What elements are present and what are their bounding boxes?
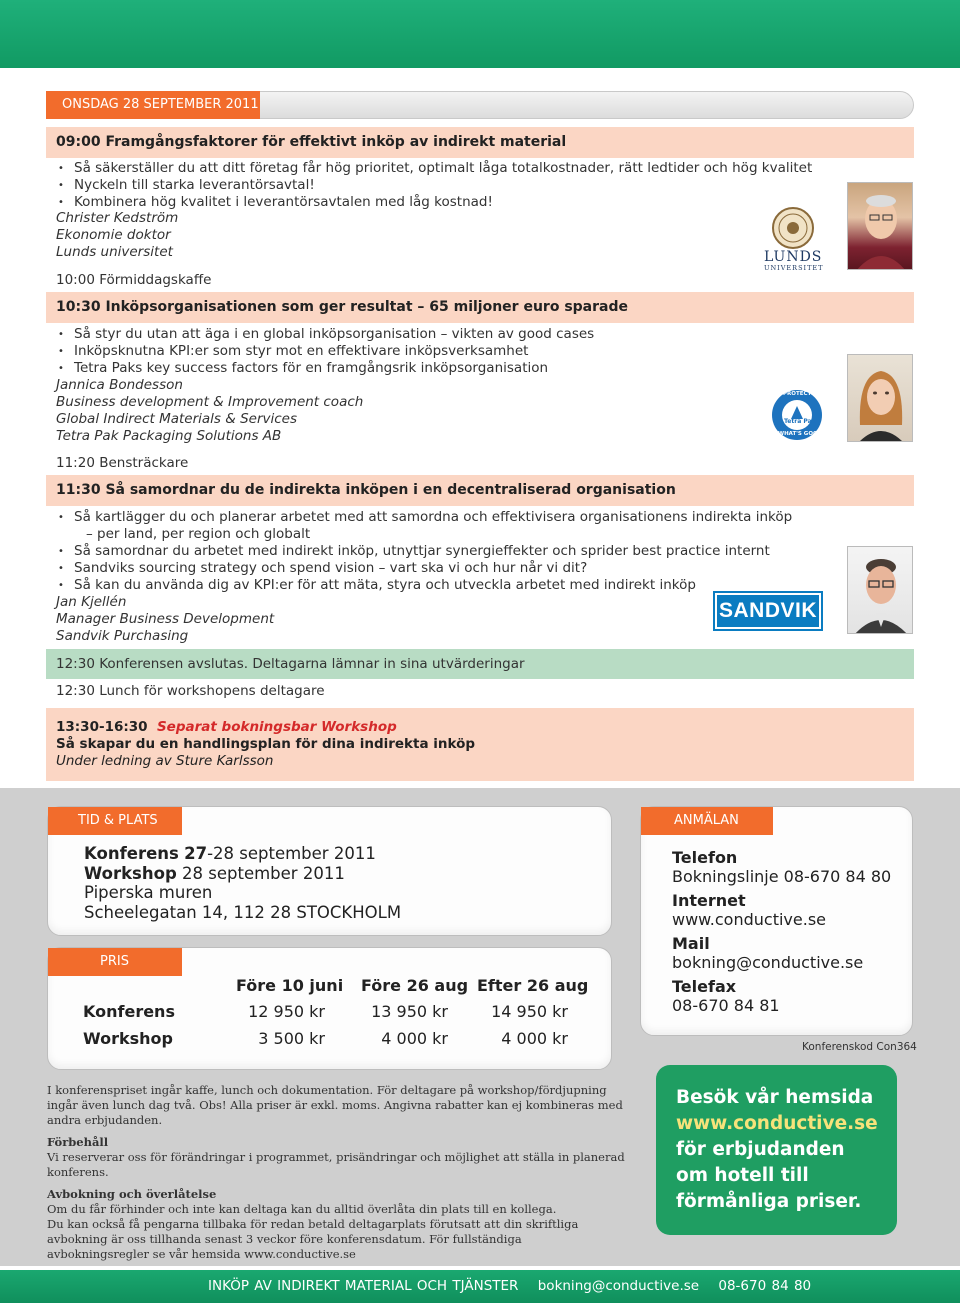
speaker-1 [56,210,178,261]
cancellation-text-1: Om du får förhinder och inte kan deltaga kan du alltid överlåta din plats till en kollega. [47,1202,557,1216]
visit-line-1: Besök vår hemsida [676,1087,874,1108]
speaker-title: Business development & Improvement coach [56,394,364,410]
sandvik-logo-text: SANDVIK [717,595,819,627]
bullet: • Sandviks sourcing strategy och spend vision – vart ska vi och hur når vi dit? [56,560,792,577]
bullet: • Så styr du utan att äga i en global inköpsorganisation – vikten av good cases [56,326,594,343]
tetra-logo-name: Tetra Pak [784,418,816,425]
lund-university-logo [764,206,822,272]
price-cell: 4 000 kr [501,1029,568,1048]
session-3-bullets [56,509,792,594]
conference-code: Konferenskod Con364 [802,1041,917,1053]
speaker-photo-bondesson [847,354,913,442]
speaker-name: Christer Kedström [56,210,179,226]
fine-print [47,1083,627,1262]
lund-logo-name: LUNDS [764,249,823,265]
workshop-title: Så skapar du en handlingsplan för dina indirekta inköp [56,736,476,752]
workshop-tag: Separat bokningsbar Workshop [156,719,397,735]
cancellation-text-2: Du kan också få pengarna tillbaka för redan betald deltagarplats förutsatt att din skriftliga avbokning är oss tillhanda senast 3 veckor före konferensdatum. För fullständiga avbokningsregler se vår hemsida www.conductive.se [47,1217,579,1261]
speaker-photo-kjellen [847,546,913,634]
top-green-band [0,0,960,68]
price-header-3: Efter 26 aug [477,976,589,995]
time-place-details [84,844,401,922]
bullet: • Kombinera hög kvalitet i leverantörsavtalen med låg kostnad! [56,194,812,211]
email-link[interactable]: bokning@conductive.se [672,953,864,972]
speaker-org: Tetra Pak Packaging Solutions AB [56,428,282,444]
phone-value[interactable]: Bokningslinje 08-670 84 80 [672,867,892,886]
mail-label: Mail [672,934,710,953]
workshop-time: 13:30-16:30 [56,719,148,735]
session-title-1: 09:00 Framgångsfaktorer för effektivt inköp av indirekt material [46,127,914,158]
session-1-bullets [56,160,812,211]
price-cell: 13 950 kr [371,1002,448,1021]
speaker-3 [56,594,274,645]
speaker-photo-kedstrom [847,182,913,270]
footer-phone: 08-670 84 80 [718,1278,812,1294]
internet-label: Internet [672,891,746,910]
bullet: • Så säkerställer du att ditt företag får hög prioritet, optimalt låga totalkostnader, rätt ledtider och hög kvalitet [56,160,812,177]
tetra-logo-top: PROTECTS [783,391,816,397]
venue: Piperska muren [84,883,213,902]
price-cell: 3 500 kr [258,1029,325,1048]
workshop-box [46,708,914,781]
speaker-org: Lunds universitet [56,244,173,260]
conference-closing-bar: 12:30 Konferensen avslutas. Deltagarna lämnar in sina utvärderingar [46,649,914,679]
workshop-time-line [56,719,904,736]
speaker-dept: Global Indirect Materials & Services [56,411,297,427]
included-note: I konferenspriset ingår kaffe, lunch och dokumentation. För deltagare på workshop/fördjupning ingår även lunch dag två. Obs! Alla priser är exkl. moms. Angivna rabatter kan ej kombineras med andra erbjudanden. [47,1083,623,1127]
session-title-2: 10:30 Inköpsorganisationen som ger resultat – 65 miljoner euro sparade [46,292,914,323]
workshop-label: Workshop [84,863,177,883]
conference-label: Konferens [84,844,179,863]
break-stretch: 11:20 Bensträckare [56,455,189,471]
price-cell: 12 950 kr [248,1002,325,1021]
speaker-name: Jannica Bondesson [56,377,183,393]
session-title-3: 11:30 Så samordnar du de indirekta inköpen i en decentraliserad organisation [46,475,914,506]
price-cell: 4 000 kr [381,1029,448,1048]
workshop-date [84,864,401,884]
reservation-text: Vi reserverar oss för förändringar i programmet, prisändringar och möjlighet att ställa in planerad konferens. [47,1150,625,1179]
footer-bar [0,1270,960,1303]
footer-email[interactable]: bokning@conductive.se [537,1278,700,1294]
speaker-2 [56,377,363,445]
tetra-pak-logo [771,389,823,441]
fax-value: 08-670 84 81 [672,996,780,1015]
price-header-2: Före 26 aug [361,976,469,995]
time-place-tab: TID & PLATS [48,807,182,835]
bullet-continuation: – per land, per region och globalt [86,526,311,542]
cancellation-title: Avbokning och överlåtelse [47,1187,217,1201]
workshop-leader: Under ledning av Sture Karlsson [56,753,274,769]
footer-title: INKÖP AV INDIREKT MATERIAL OCH TJÄNSTER [208,1278,519,1294]
fax-label: Telefax [672,977,737,996]
lund-logo-sub: UNIVERSITET [764,264,824,272]
break-coffee: 10:00 Förmiddagskaffe [56,272,212,288]
conference-date-rest: -28 september 2011 [207,844,376,863]
workshop-lunch: 12:30 Lunch för workshopens deltagare [56,683,325,699]
speaker-name: Jan Kjellén [56,594,127,610]
bullet: • Tetra Paks key success factors för en framgångsrik inköpsorganisation [56,360,594,377]
workshop-date-rest: 28 september 2011 [176,863,345,883]
speaker-title: Manager Business Development [56,611,275,627]
visit-website-box[interactable] [656,1065,897,1235]
visit-line-3: för erbjudanden om hotell till förmånliga priser. [676,1139,862,1212]
price-tab: PRIS [48,948,182,976]
session-2-bullets [56,326,594,377]
bullet: • Så kan du använda dig av KPI:er för att mäta, styra och utveckla arbetet med indirekt inköp [56,577,792,594]
bullet: • Så kartlägger du och planerar arbetet med att samordna och effektivisera organisationens indirekta inköp [56,509,792,526]
conference-start-day: 27 [184,844,208,863]
day-label: ONSDAG 28 SEPTEMBER 2011 [46,91,260,119]
price-row-workshop-label: Workshop [83,1029,173,1048]
price-row-conference-label: Konferens [83,1002,175,1021]
address: Scheelegatan 14, 112 28 STOCKHOLM [84,902,402,922]
conference-dates [84,844,401,864]
registration-tab: ANMÄLAN [641,807,773,835]
bullet: • Så samordnar du arbetet med indirekt inköp, utnyttjar synergieffekter och sprider best practice internt [56,543,792,560]
registration-details [672,848,891,1015]
sandvik-logo [713,591,823,631]
tetra-logo-bottom: WHAT'S GOOD [778,431,823,437]
price-cell: 14 950 kr [491,1002,568,1021]
visit-url[interactable]: www.conductive.se [676,1113,878,1134]
bullet: • Nyckeln till starka leverantörsavtal! [56,177,812,194]
price-header-1: Före 10 juni [236,976,344,995]
phone-label: Telefon [672,848,738,867]
speaker-org: Sandvik Purchasing [56,628,189,644]
reservation-title: Förbehåll [47,1135,109,1149]
speaker-title: Ekonomie doktor [56,227,171,243]
website-link[interactable]: www.conductive.se [672,910,826,929]
bullet: • Inköpsknutna KPI:er som styr mot en effektivare inköpsverksamhet [56,343,594,360]
